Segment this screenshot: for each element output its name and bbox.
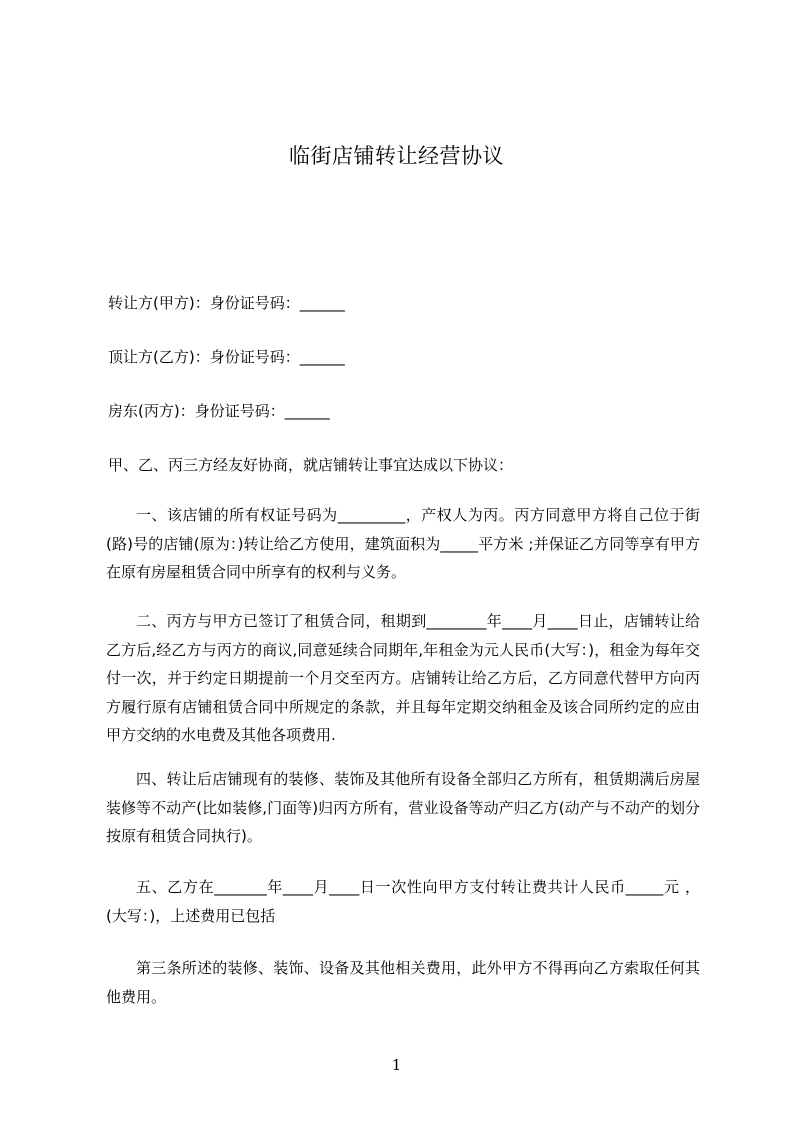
page-number: 1 (391, 1056, 402, 1074)
landlord-line: 房东(丙方)：身份证号码：______ (108, 402, 330, 420)
intro-line: 甲、乙、丙三方经友好协商，就店铺转让事宜达成以下协议： (108, 456, 514, 474)
clause-5: 五、乙方在_______年____月____日一次性向甲方支付转让费共计人民币_____元 ，(大写：)，上述费用已包括 (106, 878, 700, 925)
clause-5-continued: 第三条所述的装修、装饰、设备及其他相关费用，此外甲方不得再向乙方索取任何其他费用。 (106, 959, 700, 1006)
transferor-line: 转让方(甲方)：身份证号码：______ (108, 294, 345, 312)
clause-4: 四、转让后店铺现有的装修、装饰及其他所有设备全部归乙方所有，租赁期满后房屋装修等不动产(比如装修,门面等)归丙方所有，营业设备等动产归乙方(动产与不动产的划分按原有租赁合同执行)。 (106, 770, 700, 845)
transferee-line: 顶让方(乙方)：身份证号码：______ (108, 348, 345, 366)
clause-2: 二、丙方与甲方已签订了租赁合同，租期到________年____月____日止，店铺转让给乙方后,经乙方与丙方的商议,同意延续合同期年,年租金为元人民币(大写：)，租金为每年交付一次，并于约定日期提前一个月交至丙方。店铺转让给乙方后，乙方同意代替甲方向丙方履行原有店铺租赁合同中所规定的条款，并且每年定期交纳租金及该合同所约定的应由甲方交纳的水电费及其他各项费用. (106, 612, 700, 744)
document-title: 临街店铺转让经营协议 (289, 144, 504, 168)
clause-1: 一、该店铺的所有权证号码为_________，产权人为丙。丙方同意甲方将自己位于街(路)号的店铺(原为：)转让给乙方使用，建筑面积为_____平方米 ;并保证乙方同等享有甲方在原有房屋租赁合同中所享有的权利与义务。 (106, 506, 700, 581)
